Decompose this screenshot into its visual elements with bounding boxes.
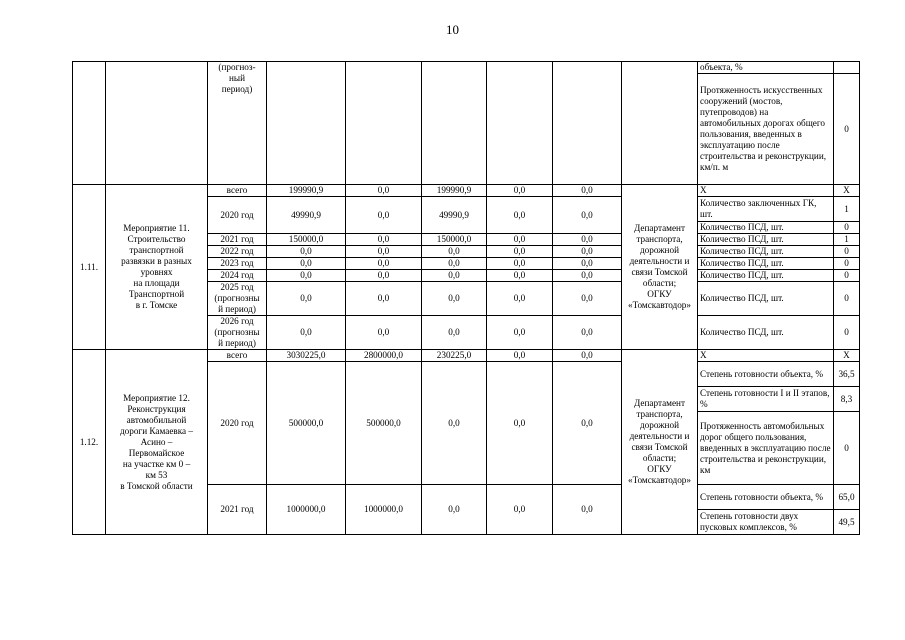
cell-indicator: Протяженность искусственных сооружений (мостов, путепроводов) на автомобильных дорогах общего пользования, введенных в эксплуатацию после строительства и реконструкции, км/п. м [698, 74, 834, 185]
cell-ext: 0,0 [553, 246, 622, 258]
cell-value: Х [834, 350, 860, 362]
cell-year: 2021 год [208, 485, 267, 535]
cell-total: 0,0 [267, 270, 346, 282]
cell-indicator: Количество ПСД, шт. [698, 222, 834, 234]
cell-indicator: Количество ПСД, шт. [698, 234, 834, 246]
cell-value: 0 [834, 316, 860, 350]
cell-fed: 0,0 [346, 258, 422, 270]
cell-value: 1 [834, 234, 860, 246]
cell-reg: 0,0 [422, 362, 487, 485]
cell-loc: 0,0 [487, 316, 553, 350]
cell-year: 2023 год [208, 258, 267, 270]
cell-fed [346, 62, 422, 185]
cell-fed: 0,0 [346, 270, 422, 282]
cell-year: 2022 год [208, 246, 267, 258]
cell-year: 2026 год (прогнозны й период) [208, 316, 267, 350]
cell-value: 49,5 [834, 510, 860, 535]
cell-fed: 500000,0 [346, 362, 422, 485]
cell-reg: 0,0 [422, 246, 487, 258]
cell-name [106, 62, 208, 185]
cell-year: 2024 год [208, 270, 267, 282]
cell-fed: 0,0 [346, 197, 422, 234]
cell-reg: 199990,9 [422, 185, 487, 197]
cell-reg: 0,0 [422, 270, 487, 282]
cell-ext: 0,0 [553, 270, 622, 282]
cell-fed: 0,0 [346, 185, 422, 197]
cell-executor [622, 62, 698, 185]
cell-loc: 0,0 [487, 350, 553, 362]
table-row [73, 185, 860, 197]
cell-year: всего [208, 350, 267, 362]
cell-value: 1 [834, 197, 860, 222]
cell-value: 0 [834, 258, 860, 270]
cell-year: 2021 год [208, 234, 267, 246]
cell-total: 150000,0 [267, 234, 346, 246]
cell-indicator: Степень готовности I и II этапов, % [698, 387, 834, 412]
cell-value: 0 [834, 282, 860, 316]
cell-total: 199990,9 [267, 185, 346, 197]
cell-total: 1000000,0 [267, 485, 346, 535]
cell-loc: 0,0 [487, 258, 553, 270]
cell-loc: 0,0 [487, 362, 553, 485]
cell-value: 8,3 [834, 387, 860, 412]
cell-indicator: Степень готовности объекта, % [698, 362, 834, 387]
cell-name: Мероприятие 12. Реконструкция автомобильной дороги Камаевка – Асино – Первомайское на участке км 0 – км 53 в Томской области [106, 350, 208, 535]
cell-ext: 0,0 [553, 185, 622, 197]
cell-value: 0 [834, 270, 860, 282]
cell-value: 0 [834, 74, 860, 185]
cell-reg: 0,0 [422, 316, 487, 350]
cell-indicator: Количество ПСД, шт. [698, 282, 834, 316]
cell-indicator: Количество заключенных ГК, шт. [698, 197, 834, 222]
cell-total: 0,0 [267, 316, 346, 350]
cell-indicator: Степень готовности объекта, % [698, 485, 834, 510]
cell-total: 3030225,0 [267, 350, 346, 362]
program-table [72, 61, 860, 535]
cell-reg [422, 62, 487, 185]
cell-ext: 0,0 [553, 282, 622, 316]
cell-year: 2020 год [208, 362, 267, 485]
cell-loc: 0,0 [487, 270, 553, 282]
cell-total: 49990,9 [267, 197, 346, 234]
cell-indicator: Х [698, 185, 834, 197]
cell-value: 0 [834, 222, 860, 234]
cell-ext: 0,0 [553, 197, 622, 234]
cell-loc: 0,0 [487, 185, 553, 197]
cell-indicator: объекта, % [698, 62, 834, 74]
cell-indicator: Количество ПСД, шт. [698, 246, 834, 258]
cell-fed: 0,0 [346, 316, 422, 350]
cell-value: 0 [834, 246, 860, 258]
cell-num [73, 62, 106, 185]
cell-ext: 0,0 [553, 258, 622, 270]
cell-reg: 0,0 [422, 485, 487, 535]
cell-ext: 0,0 [553, 316, 622, 350]
cell-indicator: Степень готовности двух пусковых комплексов, % [698, 510, 834, 535]
cell-indicator: Количество ПСД, шт. [698, 258, 834, 270]
cell-loc: 0,0 [487, 234, 553, 246]
cell-ext: 0,0 [553, 485, 622, 535]
cell-total: 0,0 [267, 258, 346, 270]
cell-indicator: Количество ПСД, шт. [698, 316, 834, 350]
table-row [73, 62, 860, 74]
cell-executor: Департамент транспорта, дорожной деятельности и связи Томской области; ОГКУ «Томскавтодор» [622, 350, 698, 535]
cell-year: 2020 год [208, 197, 267, 234]
cell-reg: 49990,9 [422, 197, 487, 234]
cell-fed: 1000000,0 [346, 485, 422, 535]
page-number: 10 [446, 22, 459, 37]
cell-year: (прогноз- ный период) [208, 62, 267, 185]
cell-fed: 0,0 [346, 234, 422, 246]
cell-reg: 0,0 [422, 282, 487, 316]
cell-reg: 0,0 [422, 258, 487, 270]
cell-num: 1.12. [73, 350, 106, 535]
cell-ext: 0,0 [553, 234, 622, 246]
cell-year: всего [208, 185, 267, 197]
table-row [73, 350, 860, 362]
cell-indicator: Количество ПСД, шт. [698, 270, 834, 282]
cell-ext: 0,0 [553, 350, 622, 362]
cell-value: 65,0 [834, 485, 860, 510]
cell-total [267, 62, 346, 185]
cell-loc: 0,0 [487, 197, 553, 234]
cell-value: 36,5 [834, 362, 860, 387]
cell-executor: Департамент транспорта, дорожной деятельности и связи Томской области; ОГКУ «Томскавтодор» [622, 185, 698, 350]
cell-num: 1.11. [73, 185, 106, 350]
cell-total: 0,0 [267, 282, 346, 316]
cell-loc: 0,0 [487, 246, 553, 258]
cell-value: Х [834, 185, 860, 197]
cell-loc: 0,0 [487, 485, 553, 535]
cell-total: 500000,0 [267, 362, 346, 485]
cell-loc: 0,0 [487, 282, 553, 316]
cell-fed: 0,0 [346, 246, 422, 258]
cell-reg: 230225,0 [422, 350, 487, 362]
cell-fed: 2800000,0 [346, 350, 422, 362]
cell-value: 0 [834, 412, 860, 485]
cell-ext: 0,0 [553, 362, 622, 485]
cell-fed: 0,0 [346, 282, 422, 316]
cell-reg: 150000,0 [422, 234, 487, 246]
cell-year: 2025 год (прогнозны й период) [208, 282, 267, 316]
cell-indicator: Х [698, 350, 834, 362]
cell-indicator: Протяженность автомобильных дорог общего пользования, введенных в эксплуатацию после строительства и реконструкции, км [698, 412, 834, 485]
cell-name: Мероприятие 11. Строительство транспортной развязки в разных уровнях на площади Транспортной в г. Томске [106, 185, 208, 350]
cell-total: 0,0 [267, 246, 346, 258]
cell-value [834, 62, 860, 74]
cell-loc [487, 62, 553, 185]
cell-ext [553, 62, 622, 185]
